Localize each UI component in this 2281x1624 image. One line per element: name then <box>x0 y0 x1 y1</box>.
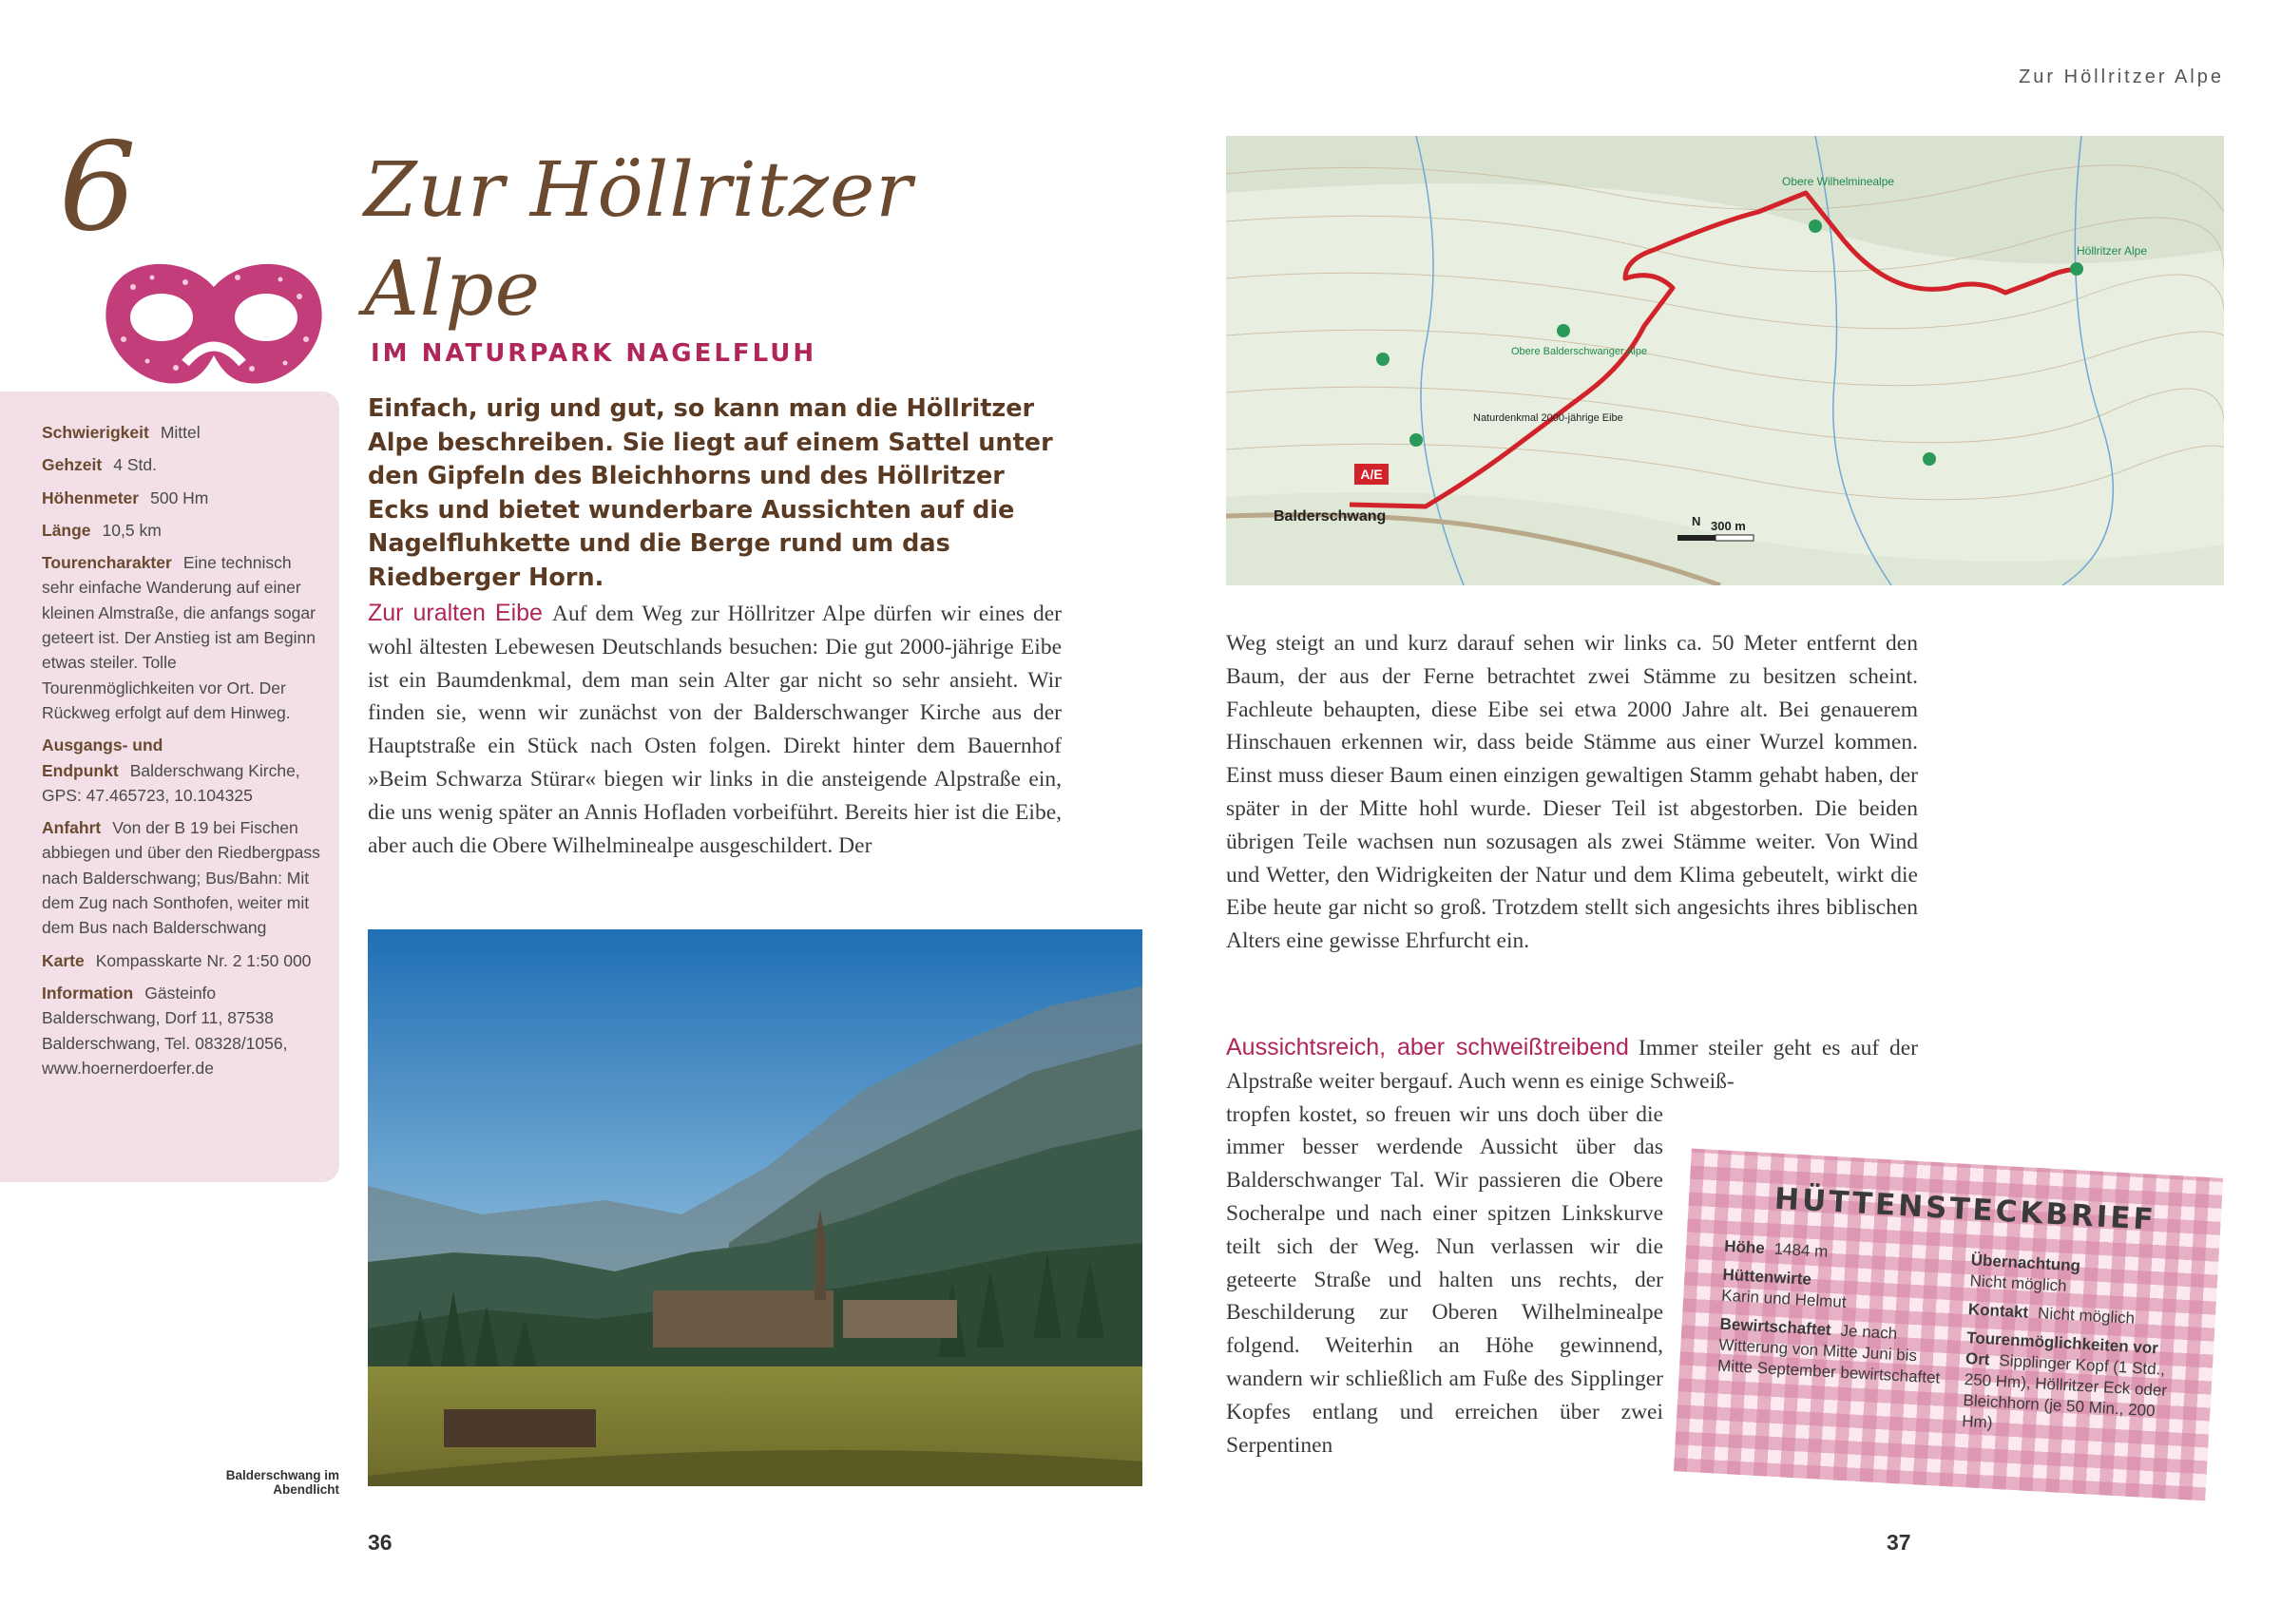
map-scale-label: 300 m <box>1711 519 1746 533</box>
steckbrief-hoehe: Höhe 1484 m <box>1723 1236 1829 1261</box>
page-number-left: 36 <box>368 1530 393 1555</box>
info-item-information: Information Gästeinfo Balderschwang, Dorf 11, 87538 Balderschwang, Tel. 08328/1056, www.hoernerdoerfer.de <box>42 983 288 1078</box>
tour-number: 6 <box>59 117 137 258</box>
photo-caption: Balderschwang im Abendlicht <box>225 1468 339 1497</box>
page-number-right: 37 <box>1887 1530 1911 1555</box>
map-label-naturdenkmal: Naturdenkmal 2000-jährige Eibe <box>1473 412 1623 424</box>
route-map <box>1226 136 2224 585</box>
steckbrief-wirte: Hüttenwirte Karin und Helmut <box>1720 1265 1848 1311</box>
intro-paragraph: Einfach, urig und gut, so kann man die Höllritzer Alpe beschreiben. Sie liegt auf einem Sattel unter den Gipfeln des Bleichhorns und des Höllritzer Ecks und bietet wunderbare Aussichten auf die Nagelfluhkette und die Berge rund um das Riedberger Horn. <box>368 394 1053 592</box>
steckbrief-bewirtschaftet: Bewirtschaftet Je nach Witterung von Mitte Juni bis Mitte September bewirtschaftet <box>1716 1314 1941 1387</box>
section-text-eibe: Auf dem Weg zur Höllritzer Alpe dürfen wir eines der wohl ältesten Lebewesen Deutschlands besuchen: Die gut 2000-jährige Eibe ist ein Baumdenkmal, dem man sein Alter gar nicht so sehr ansieht. Wir finden sie, wenn wir zunächst von der Balderschwanger Kirche aus der Hauptstraße ein Stück nach Osten folgen. Direkt hinter dem Bauernhof »Beim Schwarza Stürar« biegen wir links in die ansteigende Alpstraße ein, die uns wenig später an Annis Hofladen vorbeiführt. Bereits hier ist die Eibe, aber auch die Obere Wilhelminealpe ausgeschildert. Der <box>368 602 1063 858</box>
info-item-difficulty: Schwierigkeit Mittel <box>42 423 201 442</box>
huettensteckbrief-card <box>1674 1149 2223 1501</box>
info-list <box>42 420 327 1088</box>
section-eibe-continued <box>1226 627 1918 958</box>
info-item-character: Tourencharakter Eine technisch sehr einfache Wanderung auf einer kleinen Almstraße, die anfangs sogar geteert ist. Der Anstieg ist am Beginn etwas steiler. Tolle Tourenmöglichkeiten vor Ort. Der Rückweg erfolgt auf dem Hinweg. <box>42 553 316 722</box>
map-label-wilhelmine: Obere Wilhelminealpe <box>1782 175 1895 188</box>
map-label-obere-alpe: Obere Balderschwanger Alpe <box>1511 346 1648 357</box>
tour-title <box>364 141 953 338</box>
map-start-marker: A/E <box>1360 467 1383 482</box>
info-item-length: Länge 10,5 km <box>42 520 162 540</box>
section-text-aussicht-wide: Immer steiler geht es auf der Alpstraße weiter bergauf. Auch wenn es einige Schweiß- <box>1226 1036 1919 1094</box>
info-item-start: Ausgangs- und Endpunkt Balderschwang Kirche, GPS: 47.465723, 10.104325 <box>42 736 300 805</box>
steckbrief-uebernachtung: Übernachtung Nicht möglich <box>1969 1251 2081 1295</box>
tour-title-line1: Zur Höllritzer <box>364 145 913 234</box>
info-item-map: Karte Kompasskarte Nr. 2 1:50 000 <box>42 950 312 970</box>
tour-title-line2: Alpe <box>364 244 541 333</box>
steckbrief-right-column <box>1961 1250 2190 1452</box>
section-heading-eibe: Zur uralten Eibe <box>368 600 543 626</box>
section-text-eibe-continued: Weg steigt an und kurz darauf sehen wir links ca. 50 Meter entfernt den Baum, der aus der Ferne betrachtet zwei Stämme zu besitzen scheint. Fachleute behaupten, diese Eibe sei etwa 2000 Jahre alt. Bei genauerem Hinschauen erkennen wir, dass beide Stämme aus einer Wurzel kommen. Einst muss dieser Baum einen einzigen gewaltigen Stamm gehabt haben, der später in der Mitte hohl wurde. Dieser Teil ist abgestorben. Die beiden übrigen Teile wachsen nun sozusagen als zwei Stämme weiter. Von Wind und Wetter, den Widrigkeiten der Natur und dem Klima gebeutelt, wirkt die Eibe heute gar nicht so groß. Trotzdem stellt sich angesichts ihres biblischen Alters eine gewisse Ehrfurcht ein. <box>1226 631 1918 954</box>
map-label-balderschwang: Balderschwang <box>1274 508 1387 525</box>
section-heading-aussicht: Aussichtsreich, aber schweißtreibend <box>1226 1034 1629 1060</box>
info-item-arrival: Anfahrt Von der B 19 bei Fischen abbiegen und über den Riedbergpass nach Balderschwang; Bus/Bahn: Mit dem Zug nach Sonthofen, weiter mit dem Bus nach Balderschwang <box>42 818 320 938</box>
info-item-duration: Gehzeit 4 Std. <box>42 455 157 475</box>
map-north-arrow: N <box>1692 514 1701 528</box>
steckbrief-kontakt: Kontakt Nicht möglich <box>1967 1300 2136 1328</box>
steckbrief-touren: Tourenmöglichkeiten vor Ort Sipplinger Kopf (1 Std., 250 Hm), Höllritzer Eck oder Bleichhorn (je 50 Min., 200 Hm) <box>1961 1328 2168 1432</box>
balderschwang-photo <box>368 929 1142 1486</box>
steckbrief-title: HÜTTENSTECKBRIEF <box>1773 1181 2157 1237</box>
pretzel-icon <box>95 249 333 406</box>
tour-subtitle: IM NATURPARK NAGELFLUH <box>371 339 817 368</box>
running-head: Zur Höllritzer Alpe <box>2019 67 2224 87</box>
section-eibe <box>368 597 1062 862</box>
info-item-elevation: Höhenmeter 500 Hm <box>42 487 209 507</box>
map-label-hoellritzer: Höllritzer Alpe <box>2077 244 2148 258</box>
steckbrief-left-column <box>1716 1236 1952 1397</box>
section-text-aussicht-narrow: tropfen kostet, so freuen wir uns doch über die immer besser werdende Aussicht über das Balderschwanger Tal. Wir passieren die Obere Socheralpe und nach einer spitzen Linkskurve teilt sich der Weg. Nun verlassen wir die geteerte Straße und halten uns rechts, der Beschilderung zur Oberen Wilhelminealpe folgend. Weiterhin an Höhe gewinnend, wandern wir schließlich am Fuße des Sipplinger Kopfes entlang und erreichen über zwei Serpentinen <box>1226 1101 1663 1458</box>
